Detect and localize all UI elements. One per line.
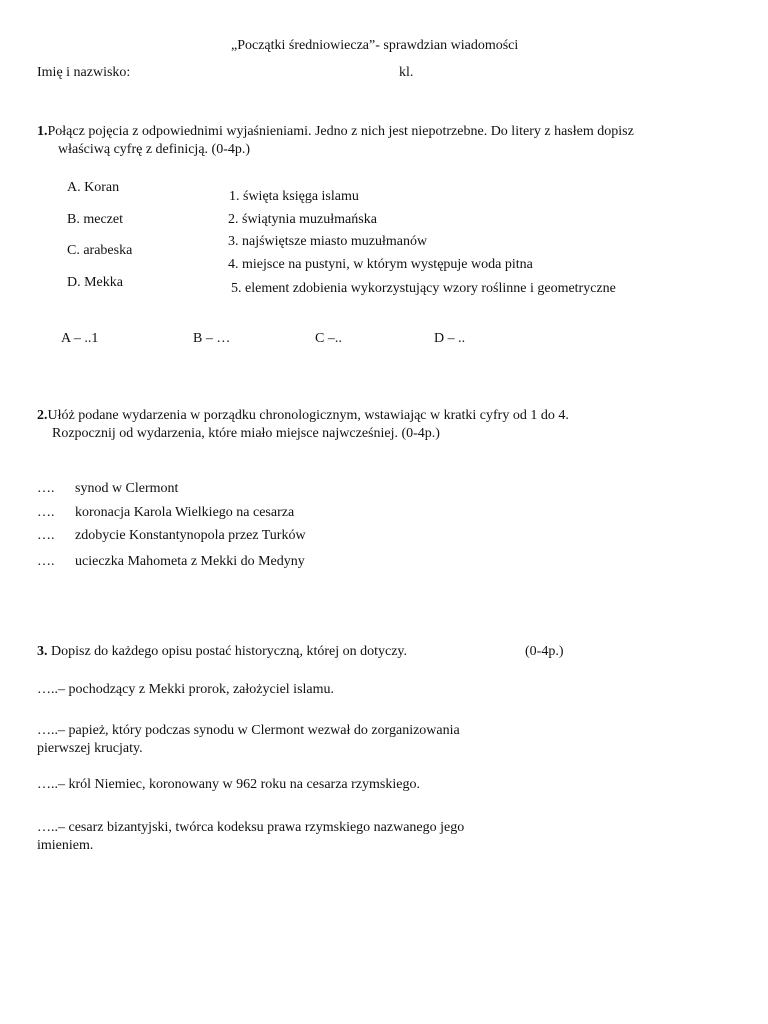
q1-definition-4: 4. miejsce na pustyni, w którym występuje woda pitna [228, 257, 533, 272]
q2-line2: Rozpocznij od wydarzenia, które miało miejsce najwcześniej. (0-4p.) [52, 426, 440, 441]
class-label: kl. [399, 65, 414, 80]
q2-blank-1: …. [37, 481, 55, 496]
q1-term-b: B. meczet [67, 212, 123, 227]
q3-instruction [37, 643, 407, 660]
q2-blank-3: …. [37, 528, 55, 543]
q2-event-2: koronacja Karola Wielkiego na cesarza [75, 505, 295, 520]
q1-definition-3: 3. najświętsze miasto muzułmanów [228, 234, 428, 249]
q3-item-4-cont: imieniem. [37, 838, 94, 853]
q2-event-4: ucieczka Mahometa z Mekki do Medyny [75, 554, 305, 569]
q3-item-3: …..– król Niemiec, koronowany w 962 roku na cesarza rzymskiego. [37, 777, 420, 792]
q1-answer-c: C –.. [315, 331, 342, 346]
q3-number: 3. [37, 644, 48, 659]
q2-blank-4: …. [37, 554, 55, 569]
q1-answer-b: B – … [193, 331, 231, 346]
q1-definition-2: 2. świątynia muzułmańska [228, 212, 377, 227]
q3-points: (0-4p.) [525, 644, 564, 659]
q2-number: 2. [37, 408, 48, 423]
page-title: „Początki średniowiecza”- sprawdzian wiadomości [231, 38, 519, 53]
q1-term-d: D. Mekka [67, 275, 123, 290]
q1-number: 1. [37, 124, 48, 139]
q3-question: Dopisz do każdego opisu postać historyczną, której on dotyczy. [47, 644, 408, 659]
name-label: Imię i nazwisko: [37, 65, 131, 80]
q1-term-a: A. Koran [67, 180, 120, 195]
q1-line2: właściwą cyfrę z definicją. (0-4p.) [58, 142, 251, 157]
q2-event-1: synod w Clermont [75, 481, 179, 496]
q1-definition-5: 5. element zdobienia wykorzystujący wzory roślinne i geometryczne [231, 281, 616, 296]
q3-item-2: …..– papież, który podczas synodu w Clermont wezwał do zorganizowania [37, 723, 460, 738]
q1-definition-1: 1. święta księga islamu [229, 189, 359, 204]
q3-item-2-cont: pierwszej krucjaty. [37, 741, 143, 756]
q2-event-3: zdobycie Konstantynopola przez Turków [75, 528, 306, 543]
q3-item-4: …..– cesarz bizantyjski, twórca kodeksu prawa rzymskiego nazwanego jego [37, 820, 465, 835]
q1-term-c: C. arabeska [67, 243, 133, 258]
q2-instruction [37, 407, 569, 424]
q1-instruction [37, 123, 634, 140]
q2-blank-2: …. [37, 505, 55, 520]
q1-answer-d: D – .. [434, 331, 466, 346]
q2-line1: Ułóż podane wydarzenia w porządku chronologicznym, wstawiając w kratki cyfry od 1 do 4. [47, 408, 569, 423]
q1-answer-a: A – ..1 [61, 331, 99, 346]
q1-line1: Połącz pojęcia z odpowiednimi wyjaśnieniami. Jedno z nich jest niepotrzebne. Do litery z hasłem dopisz [47, 124, 634, 139]
q3-item-1: …..– pochodzący z Mekki prorok, założyciel islamu. [37, 682, 335, 697]
